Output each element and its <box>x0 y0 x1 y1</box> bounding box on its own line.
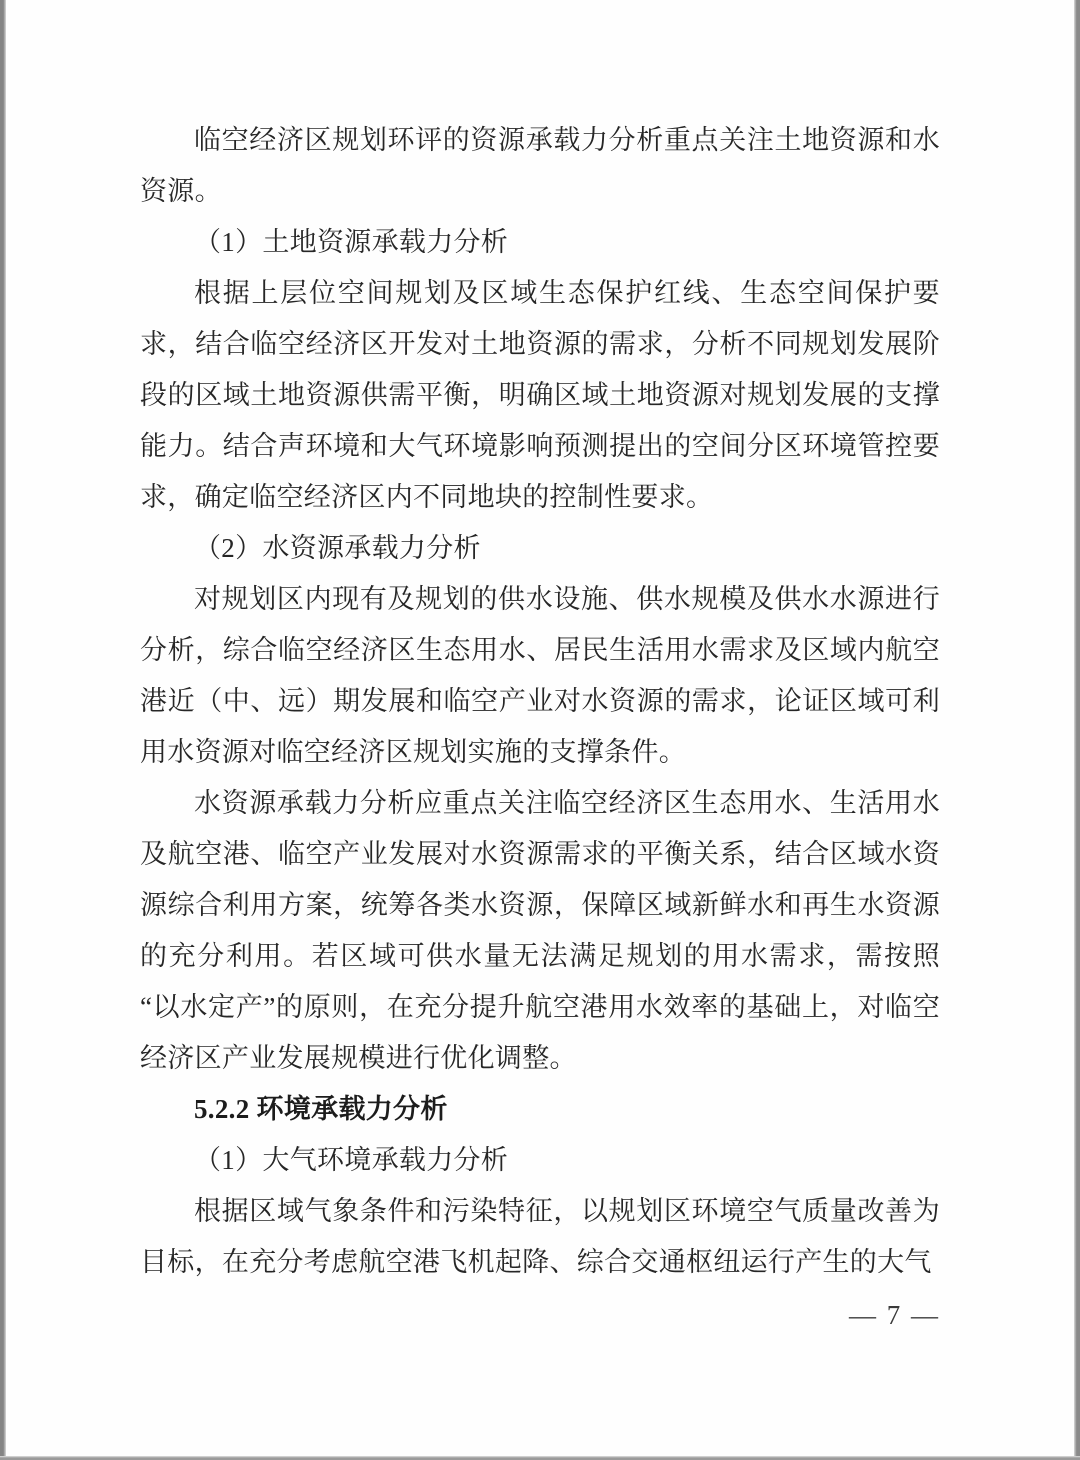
body-paragraph: 对规划区内现有及规划的供水设施、供水规模及供水水源进行分析，综合临空经济区生态用水、居民生活用水需求及区域内航空港近（中、远）期发展和临空产业对水资源的需求，论证区域可利用水资源对临空经济区规划实施的支撑条件。 <box>140 584 940 767</box>
page-number: — 7 — <box>849 1300 940 1330</box>
sub-heading: （2）水资源承载力分析 <box>194 533 481 563</box>
scan-edge-left <box>0 0 6 1460</box>
scan-edge-right <box>1074 0 1080 1460</box>
scan-edge-bottom <box>0 1456 1080 1460</box>
body-paragraph: 根据区域气象条件和污染特征，以规划区环境空气质量改善为目标，在充分考虑航空港飞机起降、综合交通枢纽运行产生的大气 <box>140 1196 940 1277</box>
document-content <box>140 115 940 1332</box>
body-paragraph: 临空经济区规划环评的资源承载力分析重点关注土地资源和水资源。 <box>140 125 940 206</box>
body-paragraph: 根据上层位空间规划及区域生态保护红线、生态空间保护要求，结合临空经济区开发对土地资源的需求，分析不同规划发展阶段的区域土地资源供需平衡，明确区域土地资源对规划发展的支撑能力。结合声环境和大气环境影响预测提出的空间分区环境管控要求，确定临空经济区内不同地块的控制性要求。 <box>140 278 940 512</box>
paragraph-container <box>140 115 940 1288</box>
sub-heading: （1）土地资源承载力分析 <box>194 227 509 257</box>
sub-heading: （1）大气环境承载力分析 <box>194 1145 509 1175</box>
section-heading: 5.2.2 环境承载力分析 <box>194 1094 448 1124</box>
body-paragraph: 水资源承载力分析应重点关注临空经济区生态用水、生活用水及航空港、临空产业发展对水资源需求的平衡关系，结合区域水资源综合利用方案，统筹各类水资源，保障区域新鲜水和再生水资源的充分利用。若区域可供水量无法满足规划的用水需求，需按照“以水定产”的原则，在充分提升航空港用水效率的基础上，对临空经济区产业发展规模进行优化调整。 <box>140 788 940 1073</box>
